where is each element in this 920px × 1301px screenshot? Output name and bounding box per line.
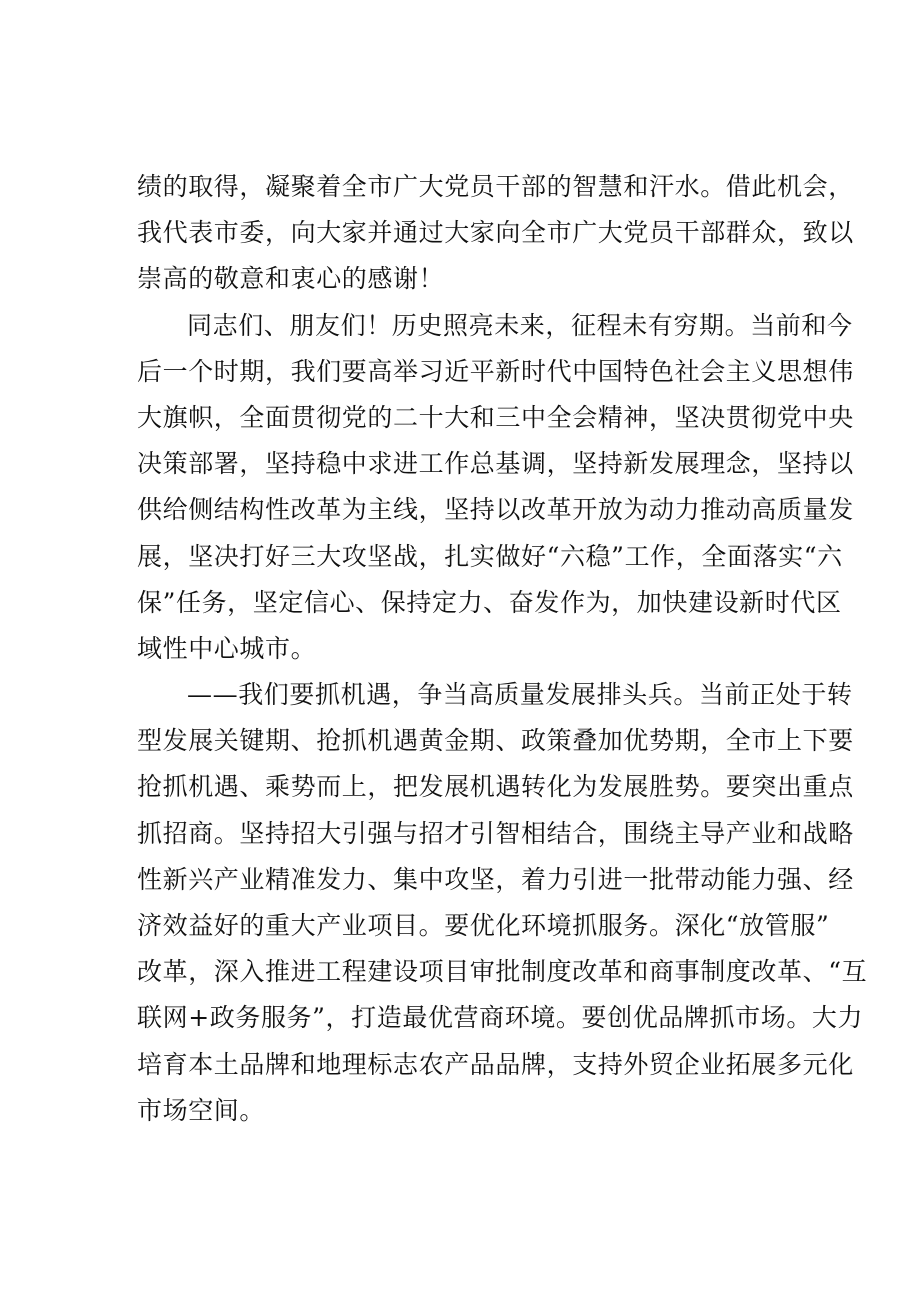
- paragraph-2-line-2: 后一个时期，我们要高举习近平新时代中国特色社会主义思想伟: [137, 356, 854, 386]
- body-text: [137, 164, 868, 1134]
- paragraph-2-line-1: 同志们、朋友们！历史照亮未来，征程未有穷期。当前和今: [187, 310, 853, 340]
- paragraph-2-line-8: 域性中心城市。: [137, 633, 317, 663]
- paragraph-3-line-7: 改革，深入推进工程建设项目审批制度改革和商事制度改革、“互: [137, 957, 868, 987]
- paragraph-2-line-4: 决策部署，坚持稳中求进工作总基调，坚持新发展理念，坚持以: [137, 449, 854, 479]
- paragraph-3-line-8: 联网+政务服务”，打造最优营商环境。要创优品牌抓市场。大力: [137, 1003, 864, 1033]
- paragraph-3-line-9: 培育本土品牌和地理标志农产品品牌，支持外贸企业拓展多元化: [137, 1049, 854, 1079]
- paragraph-2-line-5: 供给侧结构性改革为主线，坚持以改革开放为动力推动高质量发: [137, 495, 854, 525]
- paragraph-3-line-2: 型发展关键期、抢抓机遇黄金期、政策叠加优势期，全市上下要: [137, 726, 854, 756]
- paragraph-2-line-6: 展，坚决打好三大攻坚战，扎实做好“六稳”工作，全面落实“六: [137, 541, 843, 571]
- paragraph-3-line-6: 济效益好的重大产业项目。要优化环境抓服务。深化“放管服”: [137, 911, 830, 940]
- paragraph-3-line-5: 性新兴产业精准发力、集中攻坚，着力引进一批带动能力强、经: [137, 864, 854, 894]
- paragraph-3-line-10: 市场空间。: [137, 1095, 266, 1125]
- paragraph-2-line-7: 保”任务，坚定信心、保持定力、奋发作为，加快建设新时代区: [137, 587, 842, 617]
- paragraph-3-line-3: 抢抓机遇、乘势而上，把发展机遇转化为发展胜势。要突出重点: [137, 772, 854, 802]
- paragraph-1-line-3: 崇高的敬意和衷心的感谢！: [137, 264, 445, 294]
- paragraph-3-line-1: ——我们要抓机遇，争当高质量发展排头兵。当前正处于转: [187, 680, 853, 710]
- paragraph-1-line-1: 绩的取得，凝聚着全市广大党员干部的智慧和汗水。借此机会，: [137, 172, 854, 201]
- paragraph-3-line-4: 抓招商。坚持招大引强与招才引智相结合，围绕主导产业和战略: [137, 818, 854, 848]
- paragraph-1-line-2: 我代表市委，向大家并通过大家向全市广大党员干部群众，致以: [137, 218, 854, 248]
- paragraph-2-line-3: 大旗帜，全面贯彻党的二十大和三中全会精神，坚决贯彻党中央: [137, 402, 854, 432]
